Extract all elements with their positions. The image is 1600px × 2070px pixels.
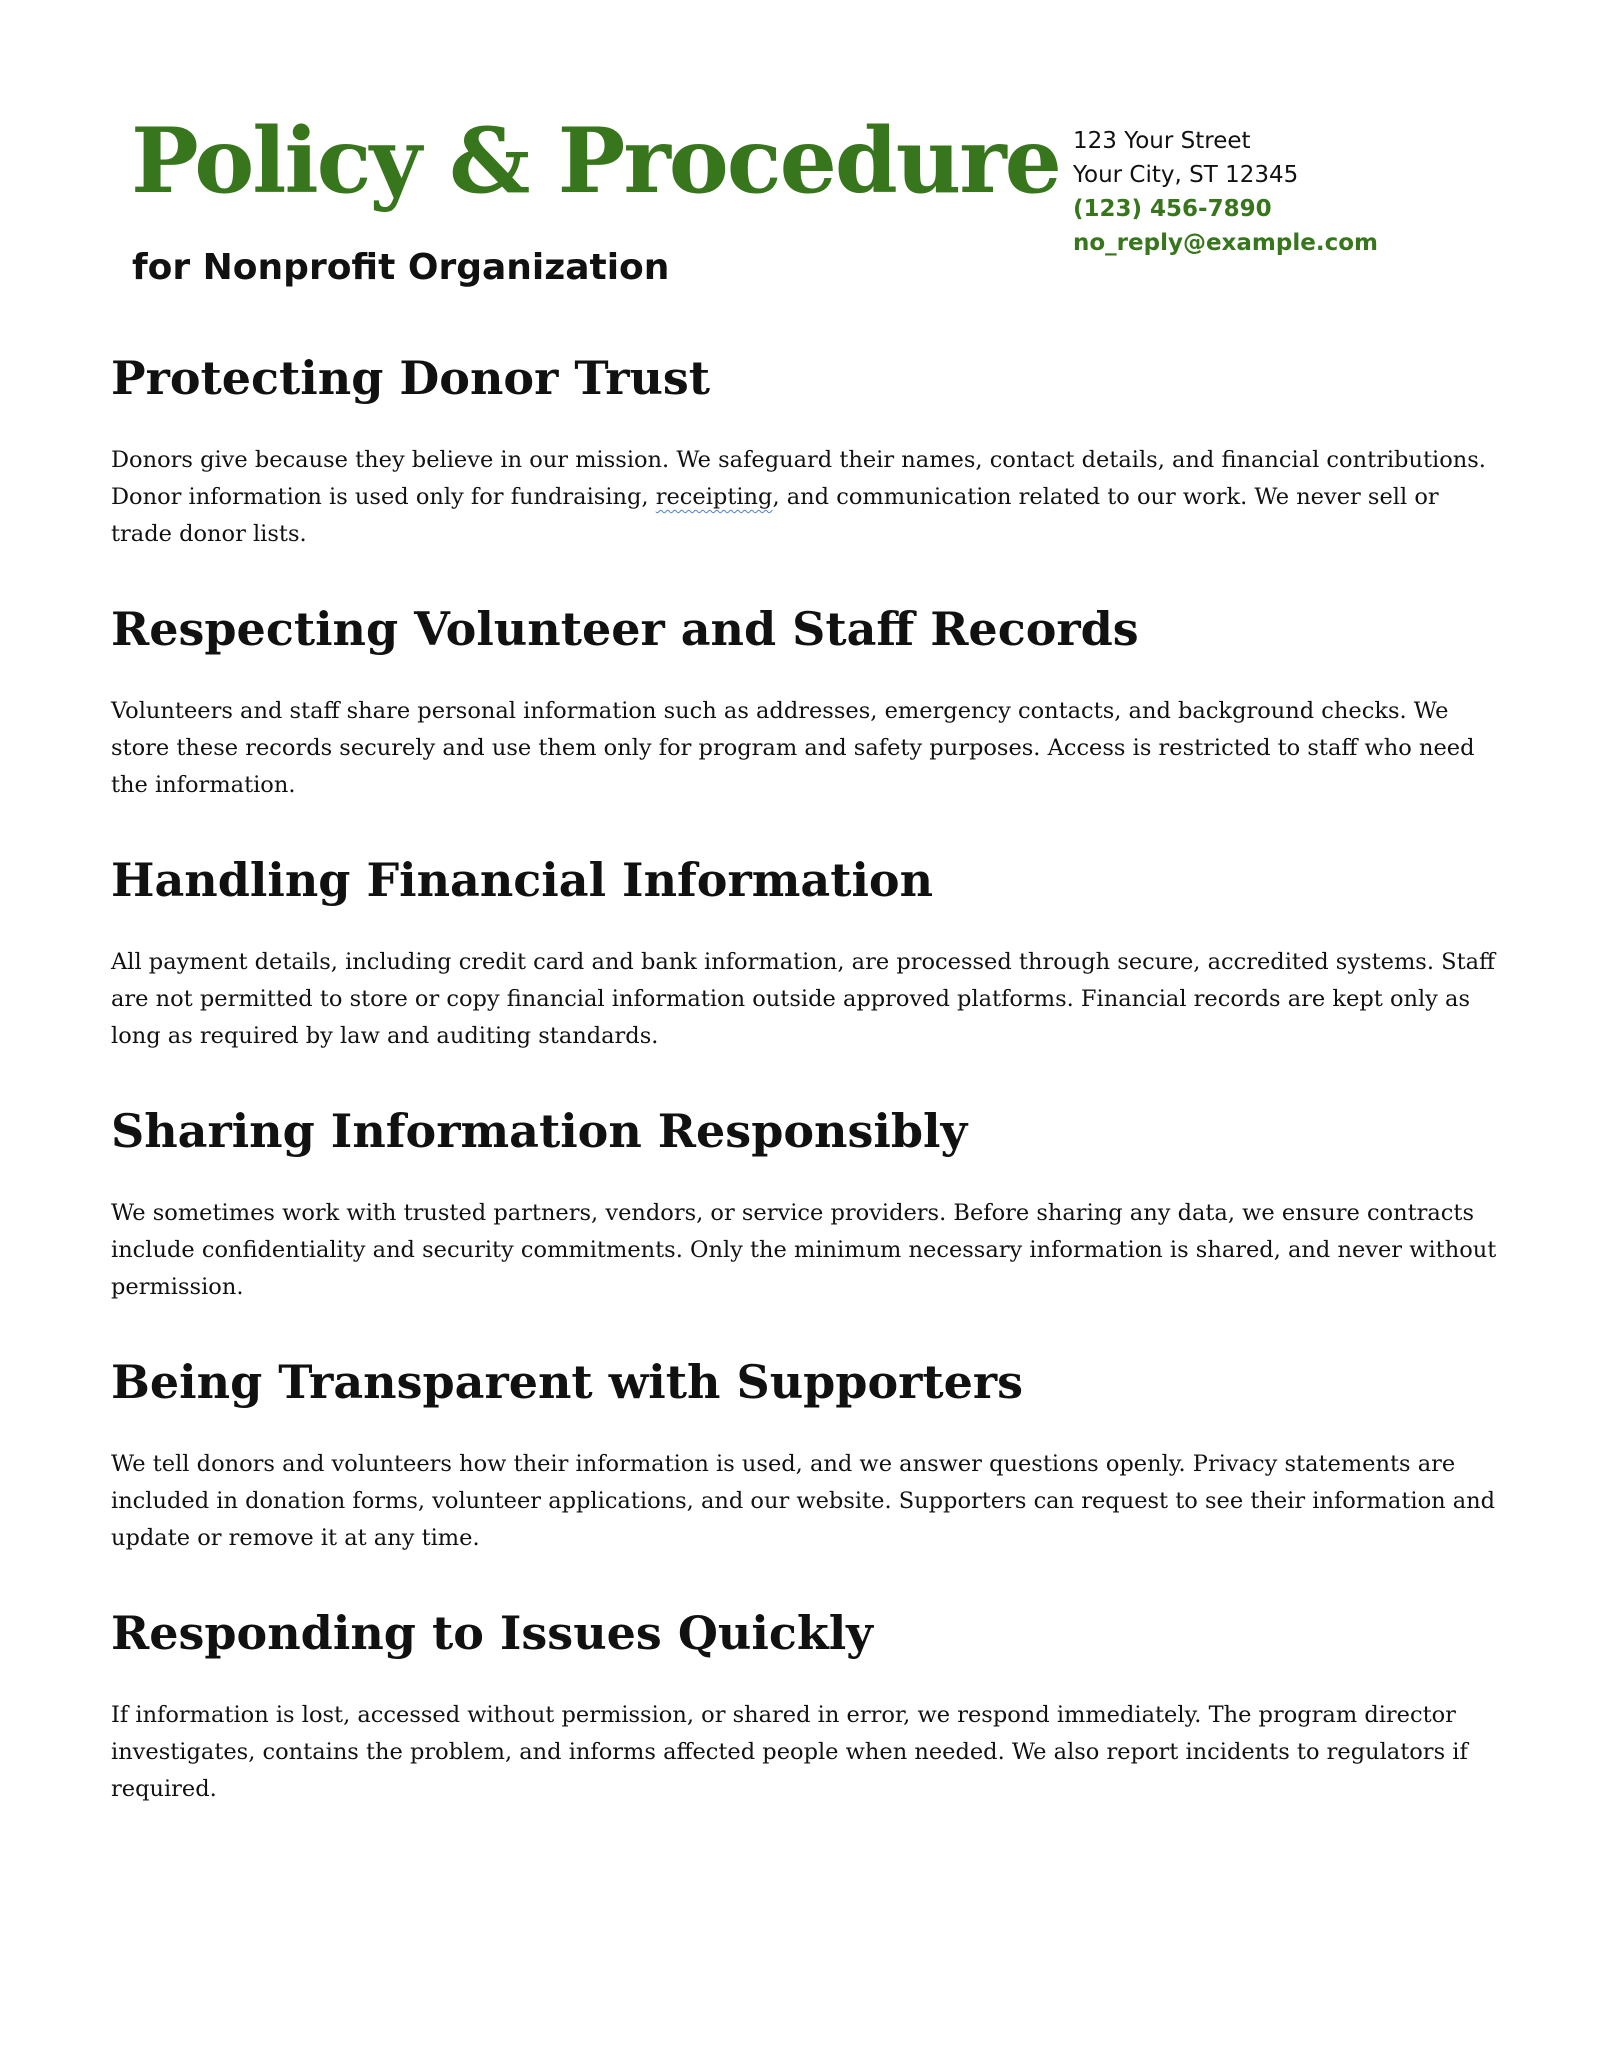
section-financial-information [111, 852, 1501, 1055]
document-title: Policy & Procedure [131, 108, 1060, 214]
document-header [0, 0, 1600, 310]
section-sharing-information [111, 1103, 1501, 1306]
section-paragraph: If information is lost, accessed without permission, or shared in error, we respond immediately. The program director investigates, contains the problem, and informs affected people when needed. We also report incidents to regulators if required. [111, 1702, 1468, 1802]
section-volunteer-staff-records [111, 601, 1501, 804]
section-heading: Being Transparent with Supporters [111, 1355, 1024, 1409]
document-subtitle: for Nonprofit Organization [132, 247, 670, 288]
spellcheck-flagged-word[interactable]: receipting [655, 484, 773, 510]
section-responding-to-issues [111, 1605, 1501, 1808]
section-transparency [111, 1354, 1501, 1557]
section-protecting-donor-trust [111, 350, 1501, 553]
document-body [111, 350, 1501, 1856]
contact-street: 123 Your Street [1073, 128, 1251, 154]
section-paragraph: We tell donors and volunteers how their information is used, and we answer questions openly. Privacy statements are included in donation forms, volunteer applications, and our website. Supporters can request to see their information and update or remove it at any time. [111, 1451, 1496, 1551]
paragraph-text: Donors give because they believe in our mission. We safeguard their names, contact details, and financial contributions. Donor information is used only for fundraising, [111, 447, 1486, 510]
section-paragraph: Volunteers and staff share personal information such as addresses, emergency contacts, and background checks. We store these records securely and use them only for program and safety purposes. Access is restricted to staff who need the information. [111, 698, 1475, 798]
section-heading: Responding to Issues Quickly [111, 1606, 873, 1660]
contact-city: Your City, ST 12345 [1073, 162, 1299, 188]
section-paragraph: We sometimes work with trusted partners, vendors, or service providers. Before sharing any data, we ensure contracts include confidentiality and security commitments. Only the minimum necessary information is shared, and never without permission. [111, 1200, 1497, 1300]
section-heading: Sharing Information Responsibly [111, 1104, 968, 1158]
section-paragraph: All payment details, including credit card and bank information, are processed through secure, accredited systems. Staff are not permitted to store or copy financial information outside approved platforms. Financial records are kept only as long as required by law and auditing standards. [111, 949, 1496, 1049]
paragraph-text: , and communication related to our work. We never sell or trade donor lists. [111, 484, 1439, 547]
contact-email: no_reply@example.com [1073, 230, 1378, 256]
contact-phone: (123) 456-7890 [1073, 196, 1272, 222]
section-paragraph [111, 442, 1501, 553]
section-heading: Handling Financial Information [111, 853, 934, 907]
section-heading: Respecting Volunteer and Staff Records [111, 602, 1139, 656]
section-heading: Protecting Donor Trust [111, 351, 711, 405]
contact-block [1073, 124, 1378, 260]
